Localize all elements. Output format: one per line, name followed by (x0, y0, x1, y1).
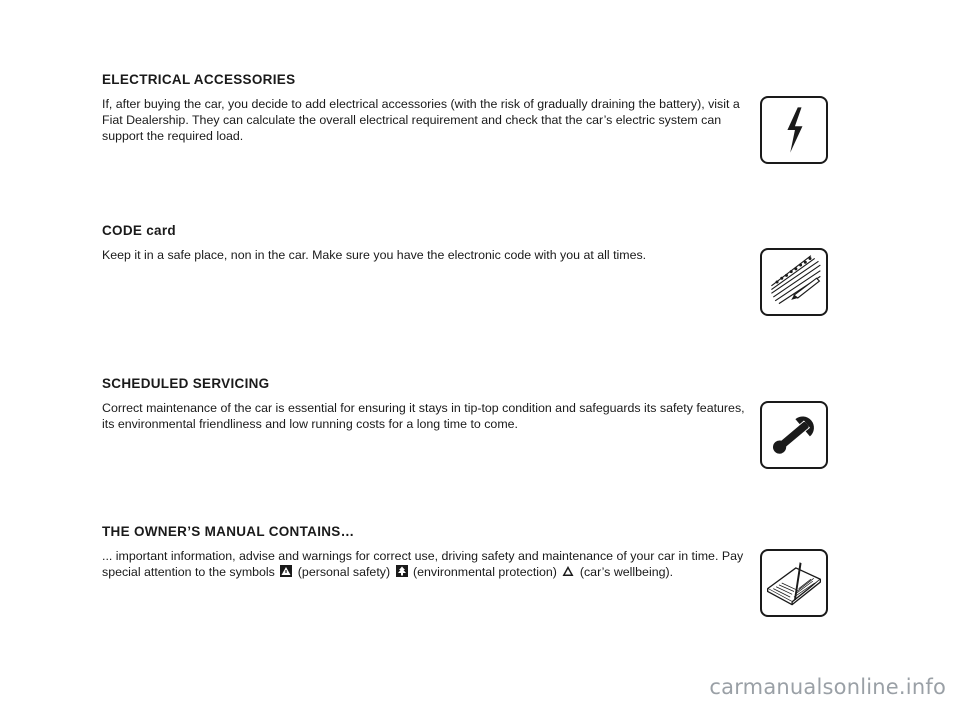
lightning-icon (760, 96, 828, 164)
car-wellbeing-icon (562, 565, 574, 577)
open-book-icon (760, 549, 828, 617)
text-code-card: Keep it in a safe place, non in the car. Make sure you have the electronic code with you at all times. (102, 248, 647, 262)
personal-safety-icon (280, 565, 292, 577)
section-electrical-accessories (102, 72, 752, 144)
heading-scheduled-servicing: SCHEDULED SERVICING (102, 376, 270, 391)
section-code-card (102, 223, 752, 263)
wrench-icon (760, 401, 828, 469)
section-scheduled-servicing (102, 376, 752, 432)
notepad-icon (760, 248, 828, 316)
heading-code-card: CODE card (102, 223, 176, 238)
text-owners-manual-part3: (environmental protection) (413, 565, 557, 579)
environmental-protection-icon (396, 565, 408, 577)
heading-owners-manual: THE OWNER’S MANUAL CONTAINS… (102, 524, 355, 539)
text-owners-manual-part1: ... important information, advise and warnings for correct use, driving safety and maintenance of your car in time. Pay special attention to the symbols (102, 549, 744, 579)
text-owners-manual-part2: (personal safety) (297, 565, 391, 579)
text-owners-manual-part4: (car’s wellbeing). (579, 565, 674, 579)
text-owners-manual (102, 548, 752, 580)
text-scheduled-servicing: Correct maintenance of the car is essential for ensuring it stays in tip-top condition and safeguards its safety features, its environmental friendliness and low running costs for a long time to come. (102, 401, 745, 431)
heading-electrical-accessories: ELECTRICAL ACCESSORIES (102, 72, 296, 87)
section-owners-manual (102, 524, 752, 580)
text-electrical-accessories: If, after buying the car, you decide to add electrical accessories (with the risk of gradually draining the battery), visit a Fiat Dealership. They can calculate the overall electrical requirement and check that the car’s electric system can support the required load. (102, 97, 740, 143)
watermark: carmanualsonline.info (709, 675, 946, 699)
